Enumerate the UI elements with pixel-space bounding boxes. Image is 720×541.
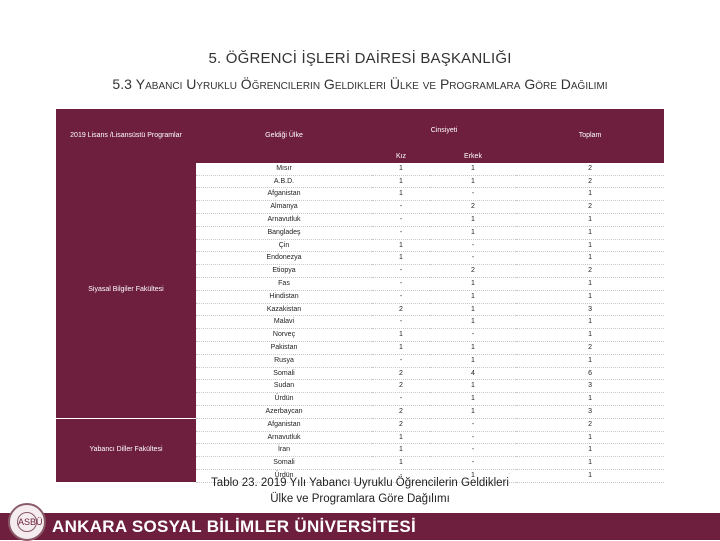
- university-seal-icon: [8, 503, 46, 541]
- country-cell: Mısır: [276, 164, 292, 172]
- country-cell: Ürdün: [274, 395, 294, 403]
- female-count-cell: -: [399, 292, 403, 300]
- female-count-cell: -: [399, 395, 403, 403]
- male-count-cell: 1: [471, 407, 475, 415]
- male-count-cell: -: [471, 254, 475, 262]
- female-count-cell: 2: [399, 420, 403, 428]
- total-count-cell: 1: [588, 433, 592, 441]
- male-count-cell: -: [471, 446, 475, 454]
- female-count-cell: -: [399, 279, 403, 287]
- male-count-cell: 1: [471, 318, 475, 326]
- country-cell: Arnavutluk: [267, 215, 301, 223]
- total-count-cell: 2: [588, 203, 592, 211]
- page-title: 5. ÖĞRENCİ İŞLERİ DAİRESİ BAŞKANLIĞI: [208, 50, 512, 67]
- male-count-cell: 1: [471, 343, 475, 351]
- male-count-cell: -: [471, 459, 475, 467]
- total-count-cell: 1: [588, 292, 592, 300]
- male-count-cell: -: [471, 190, 475, 198]
- total-count-cell: 1: [588, 356, 592, 364]
- total-count-cell: 1: [588, 215, 592, 223]
- country-cell: Somali: [273, 459, 295, 467]
- total-count-cell: 2: [588, 164, 592, 172]
- country-cell: Bangladeş: [267, 228, 301, 236]
- total-count-cell: 1: [588, 228, 592, 236]
- country-cell: Almanya: [270, 203, 298, 211]
- total-count-cell: 1: [588, 459, 592, 467]
- male-count-cell: 1: [471, 356, 475, 364]
- country-cell: İran: [277, 446, 291, 454]
- male-count-cell: 1: [471, 292, 475, 300]
- female-count-cell: -: [399, 318, 403, 326]
- female-count-cell: 2: [399, 382, 403, 390]
- total-count-cell: 1: [588, 471, 592, 479]
- country-header: Geldiği Ülke: [196, 109, 372, 163]
- country-cell: Norveç: [272, 331, 296, 339]
- male-count-cell: 1: [471, 395, 475, 403]
- female-count-cell: 1: [399, 459, 403, 467]
- total-count-cell: 2: [588, 267, 592, 275]
- female-count-cell: -: [399, 267, 403, 275]
- male-count-cell: 1: [471, 177, 475, 185]
- male-count-cell: 1: [471, 164, 475, 172]
- country-cell: Fas: [278, 279, 290, 287]
- female-count-cell: 1: [399, 343, 403, 351]
- male-count-cell: 1: [471, 215, 475, 223]
- total-count-cell: 1: [588, 279, 592, 287]
- seal-text: ASBÜ: [18, 517, 43, 527]
- total-count-cell: 1: [588, 446, 592, 454]
- total-count-cell: 3: [588, 382, 592, 390]
- table-caption: [0, 475, 720, 507]
- total-count-cell: 2: [588, 343, 592, 351]
- country-cell: Afganistan: [267, 420, 301, 428]
- country-cell: Kazakistan: [266, 305, 302, 313]
- male-count-cell: 1: [471, 228, 475, 236]
- country-cell: A.B.D.: [273, 177, 295, 185]
- total-count-cell: 1: [588, 318, 592, 326]
- female-count-cell: 1: [399, 164, 403, 172]
- total-count-cell: 1: [588, 331, 592, 339]
- country-cell: Sudan: [273, 382, 295, 390]
- page-subtitle: [0, 76, 720, 92]
- subtitle-text: Yabancı Uyruklu Öğrencilerin Geldikleri Ülke ve Programlara Göre Dağılımı: [135, 76, 608, 92]
- female-count-cell: -: [399, 215, 403, 223]
- country-cell: Azerbaycan: [265, 407, 303, 415]
- total-count-cell: 1: [588, 395, 592, 403]
- total-header: Toplam: [516, 109, 664, 163]
- male-count-cell: 2: [471, 203, 475, 211]
- male-count-cell: 1: [471, 471, 475, 479]
- male-header: Erkek: [430, 151, 516, 163]
- country-cell: Çin: [278, 241, 290, 249]
- country-cell: Rusya: [274, 356, 294, 364]
- country-cell: Malavi: [273, 318, 295, 326]
- female-count-cell: 1: [399, 331, 403, 339]
- male-count-cell: 2: [471, 267, 475, 275]
- male-count-cell: -: [471, 433, 475, 441]
- country-cell: Pakistan: [270, 343, 298, 351]
- total-count-cell: 3: [588, 305, 592, 313]
- male-count-cell: 1: [471, 382, 475, 390]
- total-count-cell: 3: [588, 407, 592, 415]
- program-name: Yabancı Diller Fakültesi: [56, 418, 196, 482]
- female-count-cell: 2: [399, 407, 403, 415]
- male-count-cell: -: [471, 420, 475, 428]
- country-cell: Etiopya: [272, 267, 296, 275]
- university-name: ANKARA SOSYAL BİLİMLER ÜNİVERSİTESİ: [52, 517, 417, 536]
- female-count-cell: 1: [399, 254, 403, 262]
- female-count-cell: 2: [399, 305, 403, 313]
- country-program-table: [56, 109, 664, 483]
- female-count-cell: 1: [399, 446, 403, 454]
- female-count-cell: 2: [399, 369, 403, 377]
- female-count-cell: 1: [399, 241, 403, 249]
- female-header: Kız: [372, 151, 430, 163]
- total-count-cell: 1: [588, 254, 592, 262]
- country-cell: Arnavutluk: [267, 433, 301, 441]
- male-count-cell: -: [471, 331, 475, 339]
- total-count-cell: 6: [588, 369, 592, 377]
- table-row: [56, 163, 664, 175]
- female-count-cell: 1: [399, 177, 403, 185]
- total-count-cell: 2: [588, 420, 592, 428]
- caption-line-1: Tablo 23. 2019 Yılı Yabancı Uyruklu Öğrencilerin Geldikleri: [211, 477, 509, 489]
- country-cell: Somali: [273, 369, 295, 377]
- total-count-cell: 2: [588, 177, 592, 185]
- female-count-cell: -: [399, 228, 403, 236]
- male-count-cell: 4: [471, 369, 475, 377]
- total-count-cell: 1: [588, 241, 592, 249]
- caption-line-2: Ülke ve Programlara Göre Dağılımı: [270, 493, 450, 505]
- female-count-cell: 1: [399, 433, 403, 441]
- country-cell: Hindistan: [269, 292, 299, 300]
- subtitle-number: 5.3: [112, 76, 132, 92]
- male-count-cell: 1: [471, 305, 475, 313]
- female-count-cell: -: [399, 356, 403, 364]
- female-count-cell: -: [399, 471, 403, 479]
- table-body: [56, 163, 664, 482]
- total-count-cell: 1: [588, 190, 592, 198]
- table-row: [56, 418, 664, 431]
- male-count-cell: 1: [471, 279, 475, 287]
- male-count-cell: -: [471, 241, 475, 249]
- female-count-cell: 1: [399, 190, 403, 198]
- country-cell: Afganistan: [267, 190, 301, 198]
- country-cell: Endonezya: [266, 254, 302, 262]
- program-header: 2019 Lisans /Lisansüstü Programlar: [56, 109, 196, 163]
- program-name: Siyasal Bilgiler Fakültesi: [56, 163, 196, 418]
- female-count-cell: -: [399, 203, 403, 211]
- gender-header: Cinsiyeti: [372, 109, 516, 151]
- country-cell: Ürdün: [274, 471, 294, 479]
